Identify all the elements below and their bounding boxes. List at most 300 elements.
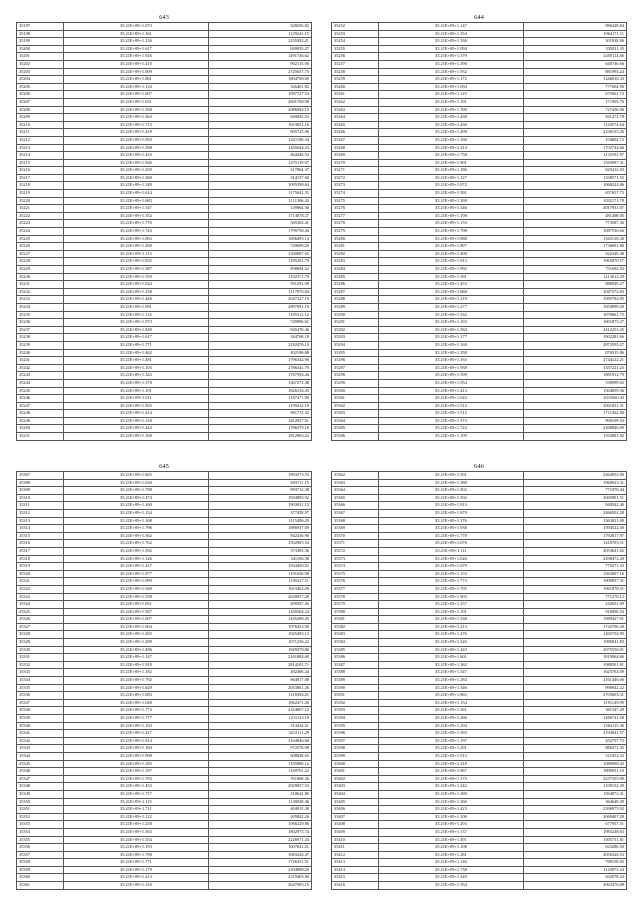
table-row xyxy=(17,472,312,480)
table-row xyxy=(332,677,627,685)
transaction-code: 35.21E+09+1.717 xyxy=(63,790,208,798)
amount: 2975556.01 xyxy=(523,646,626,654)
table-row xyxy=(17,91,312,99)
row-id: 35238 xyxy=(17,334,64,342)
transaction-code: 35.21E+09+1.163 xyxy=(378,357,523,365)
table-row xyxy=(332,395,627,403)
table-row xyxy=(17,532,312,540)
transaction-code: 35.21E+09+1.391 xyxy=(378,190,523,198)
row-id: 35324 xyxy=(17,601,64,609)
table-row xyxy=(17,45,312,53)
row-id: 35204 xyxy=(17,76,64,84)
amount: 771270.12 xyxy=(523,593,626,601)
table-row xyxy=(17,83,312,91)
amount: 986428.84 xyxy=(523,23,626,31)
amount: 2298472.20 xyxy=(523,555,626,563)
row-id: 35263 xyxy=(332,106,379,114)
amount: 1357221.23 xyxy=(523,364,626,372)
table-row xyxy=(332,623,627,631)
row-id: 35381 xyxy=(332,616,379,624)
amount: 1964171.11 xyxy=(523,30,626,38)
row-id: 35267 xyxy=(332,136,379,144)
amount: 2319405.80 xyxy=(208,874,311,882)
amount: 377458.97 xyxy=(208,509,311,517)
transaction-code: 35.21E+09+1.773 xyxy=(63,707,208,715)
transaction-code: 35.21E+09+1.910 xyxy=(63,661,208,669)
transaction-code: 35.21E+09+1.160 xyxy=(63,502,208,510)
row-id: 35359 xyxy=(17,866,64,874)
amount: 622349.48 xyxy=(523,250,626,258)
transaction-code: 35.21E+09+1.496 xyxy=(63,646,208,654)
table-row xyxy=(17,174,312,182)
row-id: 35308 xyxy=(17,479,64,487)
transaction-code: 35.21E+09+1.346 xyxy=(378,205,523,213)
table-row xyxy=(17,517,312,525)
amount: 858694.22 xyxy=(208,266,311,274)
table-row xyxy=(17,205,312,213)
amount: 3212111.29 xyxy=(208,730,311,738)
transaction-code: 35.21E+09+1.266 xyxy=(378,715,523,723)
transaction-code: 35.21E+09+1.863 xyxy=(378,692,523,700)
row-id: 35258 xyxy=(332,68,379,76)
table-row xyxy=(332,45,627,53)
transaction-code: 35.21E+09+1.413 xyxy=(378,387,523,395)
transaction-code: 35.21E+09+1.498 xyxy=(378,129,523,137)
table-row xyxy=(332,715,627,723)
table-row xyxy=(17,326,312,334)
row-id: 35342 xyxy=(17,737,64,745)
amount: 2744122.21 xyxy=(523,357,626,365)
table-row xyxy=(332,836,627,844)
transaction-code: 35.21E+09+1.349 xyxy=(63,182,208,190)
row-id: 35291 xyxy=(332,319,379,327)
row-id: 35395 xyxy=(332,722,379,730)
amount: 565363.41 xyxy=(208,220,311,228)
row-id: 35337 xyxy=(17,699,64,707)
row-id: 35257 xyxy=(332,60,379,68)
table-row xyxy=(17,235,312,243)
row-id: 35364 xyxy=(332,487,379,495)
amount: 1804768.60 xyxy=(208,76,311,84)
row-id: 35276 xyxy=(332,205,379,213)
amount: 773587.36 xyxy=(523,220,626,228)
table-row xyxy=(332,570,627,578)
table-row xyxy=(17,745,312,753)
table-row xyxy=(17,547,312,555)
table-row xyxy=(332,654,627,662)
row-id: 35215 xyxy=(17,159,64,167)
table-row xyxy=(332,669,627,677)
amount: 2086994.15 xyxy=(208,106,311,114)
table-row xyxy=(17,281,312,289)
amount: 1594522.30 xyxy=(523,525,626,533)
row-id: 35210 xyxy=(17,121,64,129)
table-row xyxy=(17,228,312,236)
transaction-code: 35.21E+09+1.738 xyxy=(378,866,523,874)
row-id: 35221 xyxy=(17,205,64,213)
table-row xyxy=(17,669,312,677)
amount: 1001875.27 xyxy=(523,319,626,327)
transaction-code: 35.21E+09+1.091 xyxy=(63,303,208,311)
amount: 849935.27 xyxy=(208,45,311,53)
table-row xyxy=(332,98,627,106)
table-row xyxy=(332,661,627,669)
amount: 831472.78 xyxy=(523,114,626,122)
transaction-code: 35.21E+09+1.124 xyxy=(63,83,208,91)
row-id: 35356 xyxy=(17,844,64,852)
row-id: 35358 xyxy=(17,859,64,867)
amount: 1564115.36 xyxy=(523,722,626,730)
transaction-code: 35.21E+09+1.762 xyxy=(63,540,208,548)
amount: 3164846.60 xyxy=(208,737,311,745)
row-id: 35363 xyxy=(332,479,379,487)
amount: 632078.24 xyxy=(523,874,626,882)
amount: 1799758.44 xyxy=(208,228,311,236)
table-row xyxy=(17,525,312,533)
transaction-code: 35.21E+09+1.137 xyxy=(378,828,523,836)
amount: 1286741.58 xyxy=(523,715,626,723)
row-id: 35402 xyxy=(332,775,379,783)
row-id: 35264 xyxy=(332,114,379,122)
amount: 1117976.84 xyxy=(208,288,311,296)
row-id: 35241 xyxy=(17,357,64,365)
amount: 961772.32 xyxy=(208,410,311,418)
amount: 2236135.26 xyxy=(523,129,626,137)
amount: 990109.53 xyxy=(523,417,626,425)
transaction-code: 35.21E+09+1.888 xyxy=(378,235,523,243)
amount: 1185886.12 xyxy=(208,760,311,768)
transaction-code: 35.21E+09+1.101 xyxy=(63,387,208,395)
transaction-code: 35.21E+09+1.512 xyxy=(378,410,523,418)
row-id: 35297 xyxy=(332,364,379,372)
table-row xyxy=(332,174,627,182)
row-id: 35325 xyxy=(17,608,64,616)
amount: 481408.05 xyxy=(523,212,626,220)
transaction-code: 35.21E+09+1.290 xyxy=(63,243,208,251)
amount: 2235392.21 xyxy=(208,38,311,46)
table-row xyxy=(332,197,627,205)
table-row xyxy=(332,326,627,334)
row-id: 35226 xyxy=(17,243,64,251)
transaction-code: 35.21E+09+1.115 xyxy=(63,798,208,806)
amount: 1886937.09 xyxy=(208,525,311,533)
amount: 1976452.90 xyxy=(208,623,311,631)
transaction-code: 35.21E+09+1.903 xyxy=(378,593,523,601)
row-id: 35281 xyxy=(332,243,379,251)
row-id: 35390 xyxy=(332,684,379,692)
transaction-code: 35.21E+09+1.099 xyxy=(63,578,208,586)
transaction-code: 35.21E+09+1.462 xyxy=(63,349,208,357)
amount: 1139038.46 xyxy=(208,798,311,806)
amount: 1564872.31 xyxy=(523,790,626,798)
amount: 1893573.53 xyxy=(208,472,311,480)
row-id: 35374 xyxy=(332,563,379,571)
row-id: 35273 xyxy=(332,182,379,190)
ledger-page xyxy=(16,462,312,890)
transaction-code: 35.21E+09+1.127 xyxy=(378,174,523,182)
row-id: 35309 xyxy=(17,487,64,495)
amount: 1199412.19 xyxy=(208,402,311,410)
transaction-code: 35.21E+09+1.369 xyxy=(378,790,523,798)
amount: 1105327.11 xyxy=(208,578,311,586)
table-row xyxy=(17,684,312,692)
table-row xyxy=(332,684,627,692)
transaction-code: 35.21E+09+1.913 xyxy=(378,258,523,266)
transaction-code: 35.21E+09+1.798 xyxy=(378,228,523,236)
amount: 317864.37 xyxy=(208,167,311,175)
amount: 2450114.66 xyxy=(523,53,626,61)
table-row xyxy=(332,205,627,213)
table-row xyxy=(17,106,312,114)
row-id: 35393 xyxy=(332,707,379,715)
transaction-code: 35.21E+09+1.392 xyxy=(63,547,208,555)
amount: 1033560.43 xyxy=(523,395,626,403)
row-id: 35409 xyxy=(332,828,379,836)
amount: 640746.66 xyxy=(523,60,626,68)
table-row xyxy=(332,547,627,555)
page-number: 644 xyxy=(474,14,484,21)
transaction-code: 35.21E+09+1.453 xyxy=(378,281,523,289)
amount: 404915.38 xyxy=(208,806,311,814)
row-id: 35217 xyxy=(17,174,64,182)
transaction-code: 35.21E+09+1.387 xyxy=(63,266,208,274)
amount: 2226971.43 xyxy=(208,836,311,844)
table-row xyxy=(332,639,627,647)
transaction-code: 35.21E+09+1.554 xyxy=(378,379,523,387)
table-row xyxy=(17,136,312,144)
amount: 1683226.47 xyxy=(208,851,311,859)
table-row xyxy=(17,677,312,685)
row-id: 35410 xyxy=(332,836,379,844)
transaction-code: 35.21E+09+1.992 xyxy=(378,266,523,274)
amount: 2033861.26 xyxy=(208,684,311,692)
row-id: 35207 xyxy=(17,98,64,106)
table-row xyxy=(332,737,627,745)
amount: 492196.88 xyxy=(208,349,311,357)
row-id: 35415 xyxy=(332,874,379,882)
transaction-code: 35.21E+09+1.547 xyxy=(378,669,523,677)
transaction-code: 35.21E+09+1.770 xyxy=(63,220,208,228)
table-row xyxy=(332,273,627,281)
amount: 344768.18 xyxy=(208,334,311,342)
transaction-code: 35.21E+09+1.177 xyxy=(378,334,523,342)
row-id: 35245 xyxy=(17,387,64,395)
row-id: 35275 xyxy=(332,197,379,205)
amount: 1504859.36 xyxy=(523,387,626,395)
transaction-code: 35.21E+09+1.109 xyxy=(378,433,523,441)
transaction-code: 35.21E+09+1.026 xyxy=(378,555,523,563)
table-row xyxy=(17,806,312,814)
transaction-code: 35.21E+09+1.182 xyxy=(63,669,208,677)
table-row xyxy=(17,159,312,167)
amount: 1563007.16 xyxy=(523,570,626,578)
amount: 452757.75 xyxy=(523,737,626,745)
table-row xyxy=(17,402,312,410)
row-id: 35349 xyxy=(17,790,64,798)
amount: 171903.76 xyxy=(523,98,626,106)
transaction-code: 35.21E+09+1.373 xyxy=(378,417,523,425)
amount: 888849.27 xyxy=(523,281,626,289)
row-id: 35239 xyxy=(17,341,64,349)
transaction-code: 35.21E+09+1.213 xyxy=(378,623,523,631)
transaction-code: 35.21E+09+1.346 xyxy=(378,684,523,692)
transaction-code: 35.21E+09+1.614 xyxy=(63,190,208,198)
row-id: 35265 xyxy=(332,121,379,129)
row-id: 35249 xyxy=(17,417,64,425)
transaction-code: 35.21E+09+1.938 xyxy=(378,525,523,533)
transaction-code: 35.21E+09+1.083 xyxy=(63,692,208,700)
table-row xyxy=(17,722,312,730)
amount: 464448.54 xyxy=(208,152,311,160)
row-id: 35290 xyxy=(332,311,379,319)
amount: 625412.03 xyxy=(523,167,626,175)
row-id: 35220 xyxy=(17,197,64,205)
table-row xyxy=(17,502,312,510)
table-row xyxy=(332,106,627,114)
amount: 761868.26 xyxy=(208,775,311,783)
table-row xyxy=(332,752,627,760)
row-id: 35350 xyxy=(17,798,64,806)
table-row xyxy=(17,775,312,783)
table-row xyxy=(17,555,312,563)
transaction-code: 35.21E+09+1.683 xyxy=(63,197,208,205)
amount: 1505751.81 xyxy=(523,836,626,844)
table-row xyxy=(332,60,627,68)
table-row xyxy=(17,813,312,821)
row-id: 35354 xyxy=(17,828,64,836)
row-id: 35344 xyxy=(17,752,64,760)
row-id: 35213 xyxy=(17,144,64,152)
transaction-code: 35.21E+09+1.284 xyxy=(378,677,523,685)
table-row xyxy=(332,783,627,791)
table-row xyxy=(332,851,627,859)
transaction-code: 35.21E+09+1.458 xyxy=(378,114,523,122)
table-row xyxy=(332,585,627,593)
row-id: 35243 xyxy=(17,372,64,380)
amount: 1625764.09 xyxy=(523,669,626,677)
amount: 104602.72 xyxy=(523,136,626,144)
row-id: 35266 xyxy=(332,129,379,137)
table-row xyxy=(17,707,312,715)
table-row xyxy=(17,417,312,425)
amount: 1475119.07 xyxy=(208,159,311,167)
table-row xyxy=(17,266,312,274)
transaction-code: 35.21E+09+1.877 xyxy=(63,570,208,578)
row-id: 35211 xyxy=(17,129,64,137)
row-id: 35202 xyxy=(17,60,64,68)
table-row xyxy=(17,341,312,349)
amount: 2063476.08 xyxy=(523,882,626,890)
page-number: 645 xyxy=(159,463,169,470)
amount: 591291.08 xyxy=(208,281,311,289)
table-row xyxy=(17,197,312,205)
transaction-code: 35.21E+09+1.779 xyxy=(378,532,523,540)
amount: 749096.61 xyxy=(208,319,311,327)
table-row xyxy=(332,487,627,495)
amount: 1878661.75 xyxy=(523,311,626,319)
row-id: 35205 xyxy=(17,83,64,91)
table-row xyxy=(332,425,627,433)
table-row xyxy=(332,144,627,152)
transaction-code: 35.21E+09+1.169 xyxy=(378,341,523,349)
table-row xyxy=(332,182,627,190)
table-row xyxy=(17,190,312,198)
row-id: 35277 xyxy=(332,212,379,220)
transaction-code: 35.21E+09+1.106 xyxy=(378,813,523,821)
amount: 1903031.15 xyxy=(208,502,311,510)
transaction-code: 35.21E+09+1.773 xyxy=(378,578,523,586)
transaction-code: 35.21E+09+1.567 xyxy=(63,608,208,616)
table-row xyxy=(332,616,627,624)
row-id: 35285 xyxy=(332,273,379,281)
transaction-code: 35.21E+09+1.413 xyxy=(63,874,208,882)
amount: 1696495.14 xyxy=(208,235,311,243)
table-row xyxy=(332,532,627,540)
transaction-code: 35.21E+09+1.948 xyxy=(63,585,208,593)
transaction-code: 35.21E+09+1.007 xyxy=(63,91,208,99)
amount: 1367271.48 xyxy=(208,379,311,387)
amount: 1736691.80 xyxy=(523,243,626,251)
row-id: 35367 xyxy=(332,509,379,517)
transaction-code: 35.21E+09+1.184 xyxy=(63,745,208,753)
row-id: 35201 xyxy=(17,53,64,61)
transaction-code: 35.21E+09+1.913 xyxy=(378,502,523,510)
amount: 1111306.43 xyxy=(208,197,311,205)
transaction-code: 35.21E+09+1.559 xyxy=(63,273,208,281)
row-id: 35255 xyxy=(332,45,379,53)
row-id: 35225 xyxy=(17,235,64,243)
amount: 2705603.31 xyxy=(523,692,626,700)
amount: 603711.15 xyxy=(208,479,311,487)
table-row xyxy=(332,417,627,425)
table-row xyxy=(332,38,627,46)
table-row xyxy=(17,98,312,106)
amount: 2897091.19 xyxy=(208,303,311,311)
table-row xyxy=(332,502,627,510)
table-row xyxy=(332,319,627,327)
transaction-code: 35.21E+09+1.332 xyxy=(378,311,523,319)
amount: 1702744.66 xyxy=(523,144,626,152)
row-id: 35203 xyxy=(17,68,64,76)
row-id: 35216 xyxy=(17,167,64,175)
table-row xyxy=(332,722,627,730)
transaction-code: 35.21E+09+1.433 xyxy=(63,152,208,160)
table-row xyxy=(332,699,627,707)
amount: 1068224.86 xyxy=(523,182,626,190)
amount: 1435498.45 xyxy=(208,616,311,624)
transaction-code: 35.21E+09+1.318 xyxy=(378,760,523,768)
transaction-code: 35.21E+09+1.302 xyxy=(378,487,523,495)
row-id: 35234 xyxy=(17,303,64,311)
row-id: 35372 xyxy=(332,547,379,555)
table-row xyxy=(17,258,312,266)
transaction-code: 35.21E+09+1.009 xyxy=(63,68,208,76)
table-row xyxy=(332,334,627,342)
row-id: 35355 xyxy=(17,836,64,844)
row-id: 35299 xyxy=(332,379,379,387)
row-id: 35209 xyxy=(17,114,64,122)
amount: 942416.96 xyxy=(208,532,311,540)
row-id: 35348 xyxy=(17,783,64,791)
amount: 1796342.96 xyxy=(208,357,311,365)
amount: 1085784.95 xyxy=(523,296,626,304)
ledger-page xyxy=(331,13,627,441)
transaction-code: 35.21E+09+1.665 xyxy=(63,472,208,480)
table-row xyxy=(17,357,312,365)
row-id: 35274 xyxy=(332,190,379,198)
transaction-code: 35.21E+09+1.743 xyxy=(63,228,208,236)
transaction-code: 35.21E+09+1.908 xyxy=(63,752,208,760)
